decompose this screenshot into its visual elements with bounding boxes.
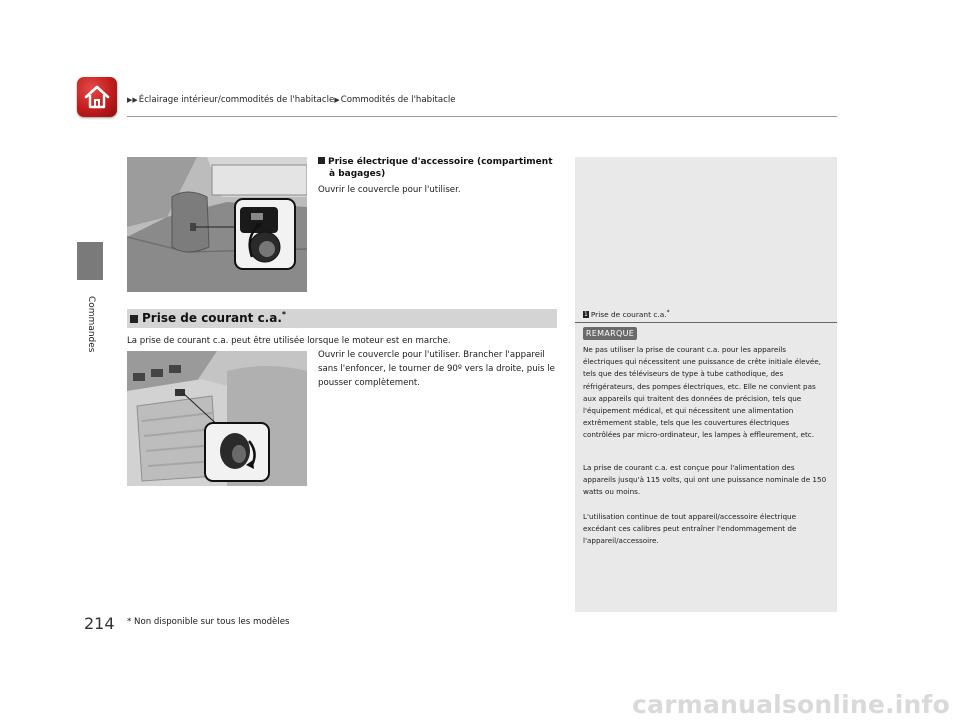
chapter-label: Commandes [86,296,96,353]
footnote: * Non disponible sur tous les modèles [127,617,290,627]
breadcrumb-link-1[interactable]: Éclairage intérieur/commodités de l'habitacle [138,95,335,105]
cargo-socket-photo [127,157,307,292]
subsection-heading: Prise électrique d'accessoire (compartiment à bagages) [318,156,563,180]
section-intro: La prise de courant c.a. peut être utilisée lorsque le moteur est en marche. [127,336,451,346]
breadcrumb [127,95,456,105]
section-instruction: Ouvrir le couvercle pour l'utiliser. Brancher l'appareil sans l'enfoncer, le tourner de 90º vers la droite, puis le pousser complètement. [318,350,555,388]
page-number: 214 [84,614,115,633]
reference-number-icon: 1 [584,311,588,318]
subsection-text: Ouvrir le couvercle pour l'utiliser. [318,185,461,195]
section-bullet-icon [130,315,138,323]
side-note-3: L'utilisation continue de tout appareil/accessoire électrique excédant ces calibres peut entraîner l'endommagement de l'appareil/accessoire. [583,512,797,546]
home-button[interactable] [77,77,117,117]
section-title: Prise de courant c.a.* [142,310,287,325]
breadcrumb-link-2[interactable]: Commodités de l'habitacle [340,95,456,105]
chapter-tab[interactable] [77,242,103,280]
side-panel-divider [575,322,837,323]
breadcrumb-arrow-icon: ▶▶ [127,96,138,104]
side-panel-heading: 1 Prise de courant c.a.* [584,309,670,319]
side-note-1: Ne pas utiliser la prise de courant c.a. pour les appareils électriques qui nécessitent une puissance de crête initiale élevée, tels que des téléviseurs de type à tube cathodique, des réfrigérateurs, des pompes électriques, etc. Elle ne convient pas aux appareils qui traitent des données de précision, tels que l'équipement médical, et qui nécessitent une alimentation extrêmement stable, tels que les couvertures électriques contrôlées par micro-ordinateur, les lampes à effleurement, etc. [583,345,821,440]
watermark: carmanualsonline.info [632,690,950,719]
breadcrumb-arrow-icon: ▶ [334,96,340,104]
remarque-badge: REMARQUE [583,327,637,340]
heading-bullet-icon [318,157,325,164]
header-divider [127,116,837,117]
home-icon [83,83,111,111]
ac-outlet-photo [127,351,307,486]
side-note-2: La prise de courant c.a. est conçue pour l'alimentation des appareils jusqu'à 115 volts, qui ont une puissance nominale de 150 watts ou moins. [583,463,827,497]
section-title-bar [127,309,557,328]
